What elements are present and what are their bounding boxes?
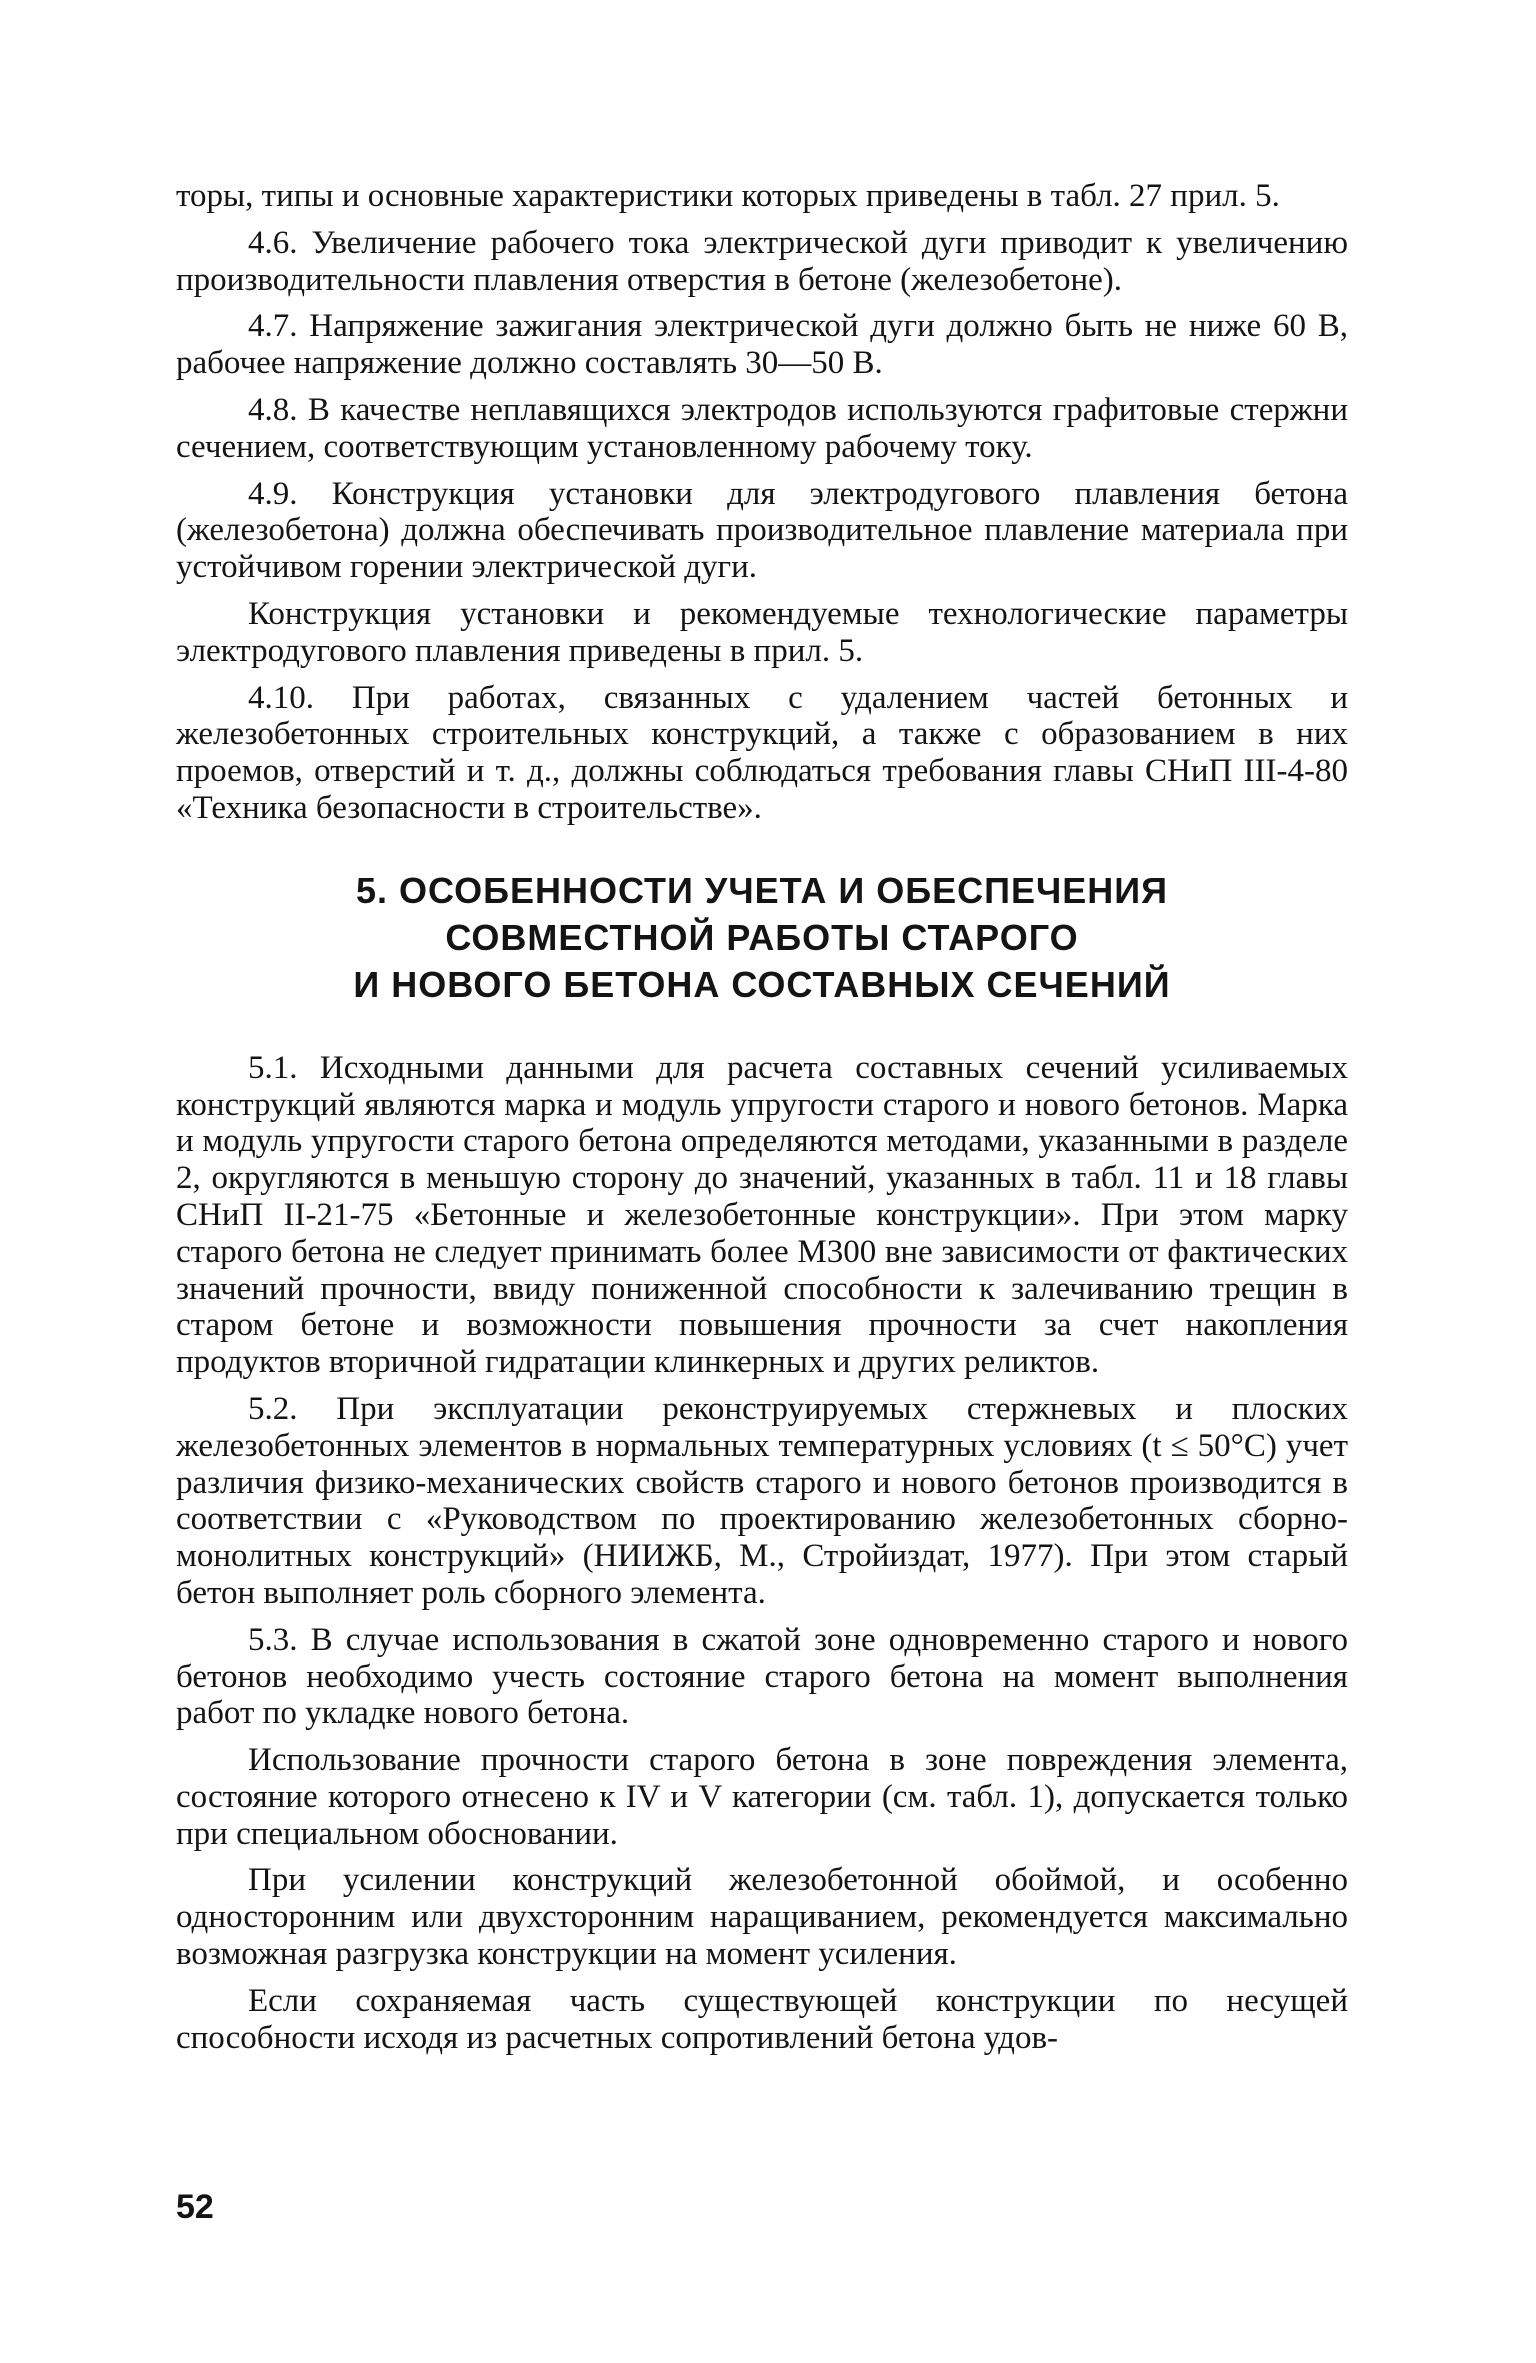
section-heading-line-3: И НОВОГО БЕТОНА СОСТАВНЫХ СЕЧЕНИЙ bbox=[353, 963, 1171, 1005]
section-heading bbox=[176, 867, 1348, 1008]
paragraph-4-7: 4.7. Напряжение зажигания электрической дуги должно быть не ниже 60 В, рабочее напряжение должно составлять 30—50 В. bbox=[176, 308, 1348, 382]
page-body bbox=[176, 178, 1348, 2066]
section-heading-line-1: 5. ОСОБЕННОСТИ УЧЕТА И ОБЕСПЕЧЕНИЯ bbox=[355, 869, 1169, 911]
paragraph-4-9-construction: Конструкция установки и рекомендуемые технологические параметры электродугового плавления приведены в прил. 5. bbox=[176, 595, 1348, 669]
paragraph-5-3-damage: Использование прочности старого бетона в зоне повреждения элемента, состояние которого отнесено к IV и V категории (см. табл. 1), допускается только при специальном обосновании. bbox=[176, 1742, 1348, 1852]
page-number: 52 bbox=[176, 2188, 214, 2226]
paragraph-5-2: 5.2. При эксплуатации реконструируемых стержневых и плоских железобетонных элементов в нормальных температурных условиях (t ≤ 50°C) учет различия физико-механических свойств старого и нового бетонов производится в соответствии с «Руководством по проектированию железобетонных сборно-монолитных конструкций» (НИИЖБ, М., Стройиздат, 1977). При этом старый бетон выполняет роль сборного элемента. bbox=[176, 1390, 1348, 1611]
paragraph-4-9: 4.9. Конструкция установки для электродугового плавления бетона (железобетона) должна обеспечивать производительное плавление материала при устойчивом горении электрической дуги. bbox=[176, 475, 1348, 586]
section-heading-line-2: СОВМЕСТНОЙ РАБОТЫ СТАРОГО bbox=[445, 916, 1079, 958]
paragraph-4-10: 4.10. При работах, связанных с удалением частей бетонных и железобетонных строительных конструкций, а также с образованием в них проемов, отверстий и т. д., должны соблюдаться требования главы СНиП III-4-80 «Техника безопасности в строительстве». bbox=[176, 679, 1348, 826]
paragraph-5-3: 5.3. В случае использования в сжатой зоне одновременно старого и нового бетонов необходимо учесть состояние старого бетона на момент выполнения работ по укладке нового бетона. bbox=[176, 1621, 1348, 1732]
paragraph-4-6: 4.6. Увеличение рабочего тока электрической дуги приводит к увеличению производительности плавления отверстия в бетоне (железобетоне). bbox=[176, 224, 1348, 298]
paragraph-continuation: торы, типы и основные характеристики которых приведены в табл. 27 прил. 5. bbox=[176, 178, 1280, 214]
paragraph-4-8: 4.8. В качестве неплавящихся электродов используются графитовые стержни сечением, соответствующим установленному рабочему току. bbox=[176, 391, 1348, 465]
paragraph-5-1: 5.1. Исходными данными для расчета составных сечений усиливаемых конструкций являются марка и модуль упругости старого и нового бетонов. Марка и модуль упругости старого бетона определяются методами, указанными в разделе 2, округляются в меньшую сторону до значений, указанных в табл. 11 и 18 главы СНиП II-21-75 «Бетонные и железобетонные конструкции». При этом марку старого бетона не следует принимать более М300 вне зависимости от фактических значений прочности, ввиду пониженной способности к залечиванию трещин в старом бетоне и возможности повышения прочности за счет накопления продуктов вторичной гидратации клинкерных и других реликтов. bbox=[176, 1049, 1348, 1381]
paragraph-5-3-remaining: Если сохраняемая часть существующей конструкции по несущей способности исходя из расчетных сопротивлений бетона удов- bbox=[176, 1982, 1348, 2056]
paragraph-5-3-reinforcement: При усилении конструкций железобетонной обоймой, и особенно односторонним или двухсторонним наращиванием, рекомендуется максимально возможная разгрузка конструкции на момент усиления. bbox=[176, 1862, 1348, 1973]
